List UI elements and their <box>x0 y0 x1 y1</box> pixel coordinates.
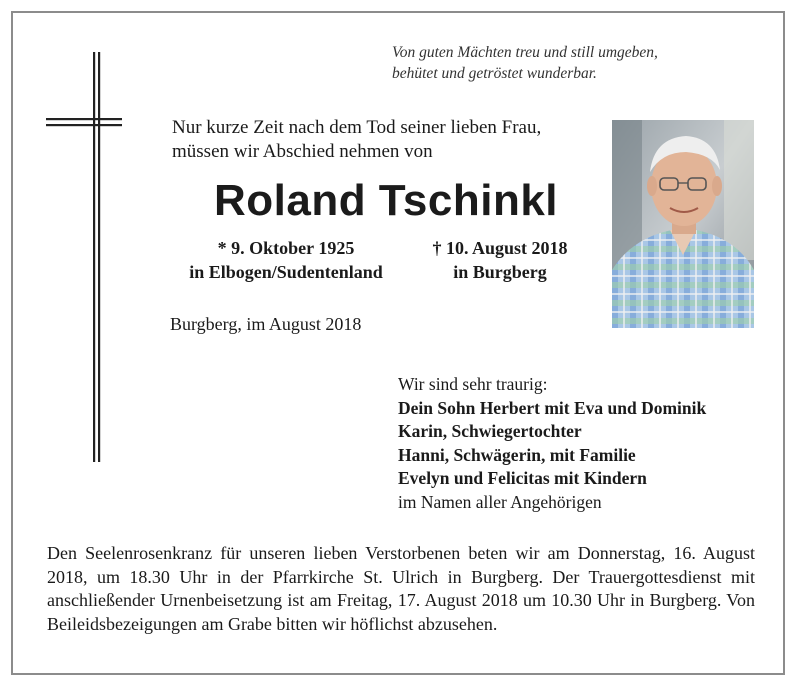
mourner-line-4: Evelyn und Felicitas mit Kindern <box>398 468 647 488</box>
mourners-closing: im Namen aller Angehörigen <box>398 491 602 512</box>
intro-line-1: Nur kurze Zeit nach dem Tod seiner lieben Frau, <box>172 117 542 138</box>
mourner-line-1: Dein Sohn Herbert mit Eva und Dominik <box>398 397 707 418</box>
motto-line-2: behütet und getröstet wunderbar. <box>392 65 597 82</box>
mourner-line-3: Hanni, Schwägerin, mit Familie <box>398 444 636 465</box>
mourner-line-2: Karin, Schwiegertochter <box>398 421 582 441</box>
intro-text <box>172 116 602 164</box>
cross-icon <box>46 52 126 462</box>
mourners-intro: Wir sind sehr traurig: <box>398 374 548 394</box>
intro-line-2: müssen wir Abschied nehmen von <box>172 141 433 162</box>
motto-line-1: Von guten Mächten treu und still umgeben, <box>392 44 658 61</box>
death-date: † 10. August 2018 <box>432 238 568 258</box>
birth-info <box>166 236 406 284</box>
death-info <box>410 236 590 284</box>
service-notice: Den Seelenrosenkranz für unseren lieben Verstorbenen beten wir am Donnerstag, 16. August 2018, um 18.30 Uhr in der Pfarrkirche St. Ulrich in Burgberg. Der Trauergottesdienst mit anschließender Urnenbeisetzung ist am Freitag, 17. August 2018 um 10.30 Uhr in Burgberg. Von Beileidsbezeigungen am Grabe bitten wir höflichst abzusehen. <box>47 543 755 634</box>
motto-verse <box>392 42 752 84</box>
portrait-photo <box>612 120 754 328</box>
mourners-list <box>398 373 768 514</box>
death-place: in Burgberg <box>453 262 547 282</box>
birth-date: * 9. Oktober 1925 <box>217 238 355 258</box>
place-date: Burgberg, im August 2018 <box>170 314 362 334</box>
birth-place: in Elbogen/Sudentenland <box>189 262 383 282</box>
deceased-name: Roland Tschinkl <box>213 176 559 225</box>
